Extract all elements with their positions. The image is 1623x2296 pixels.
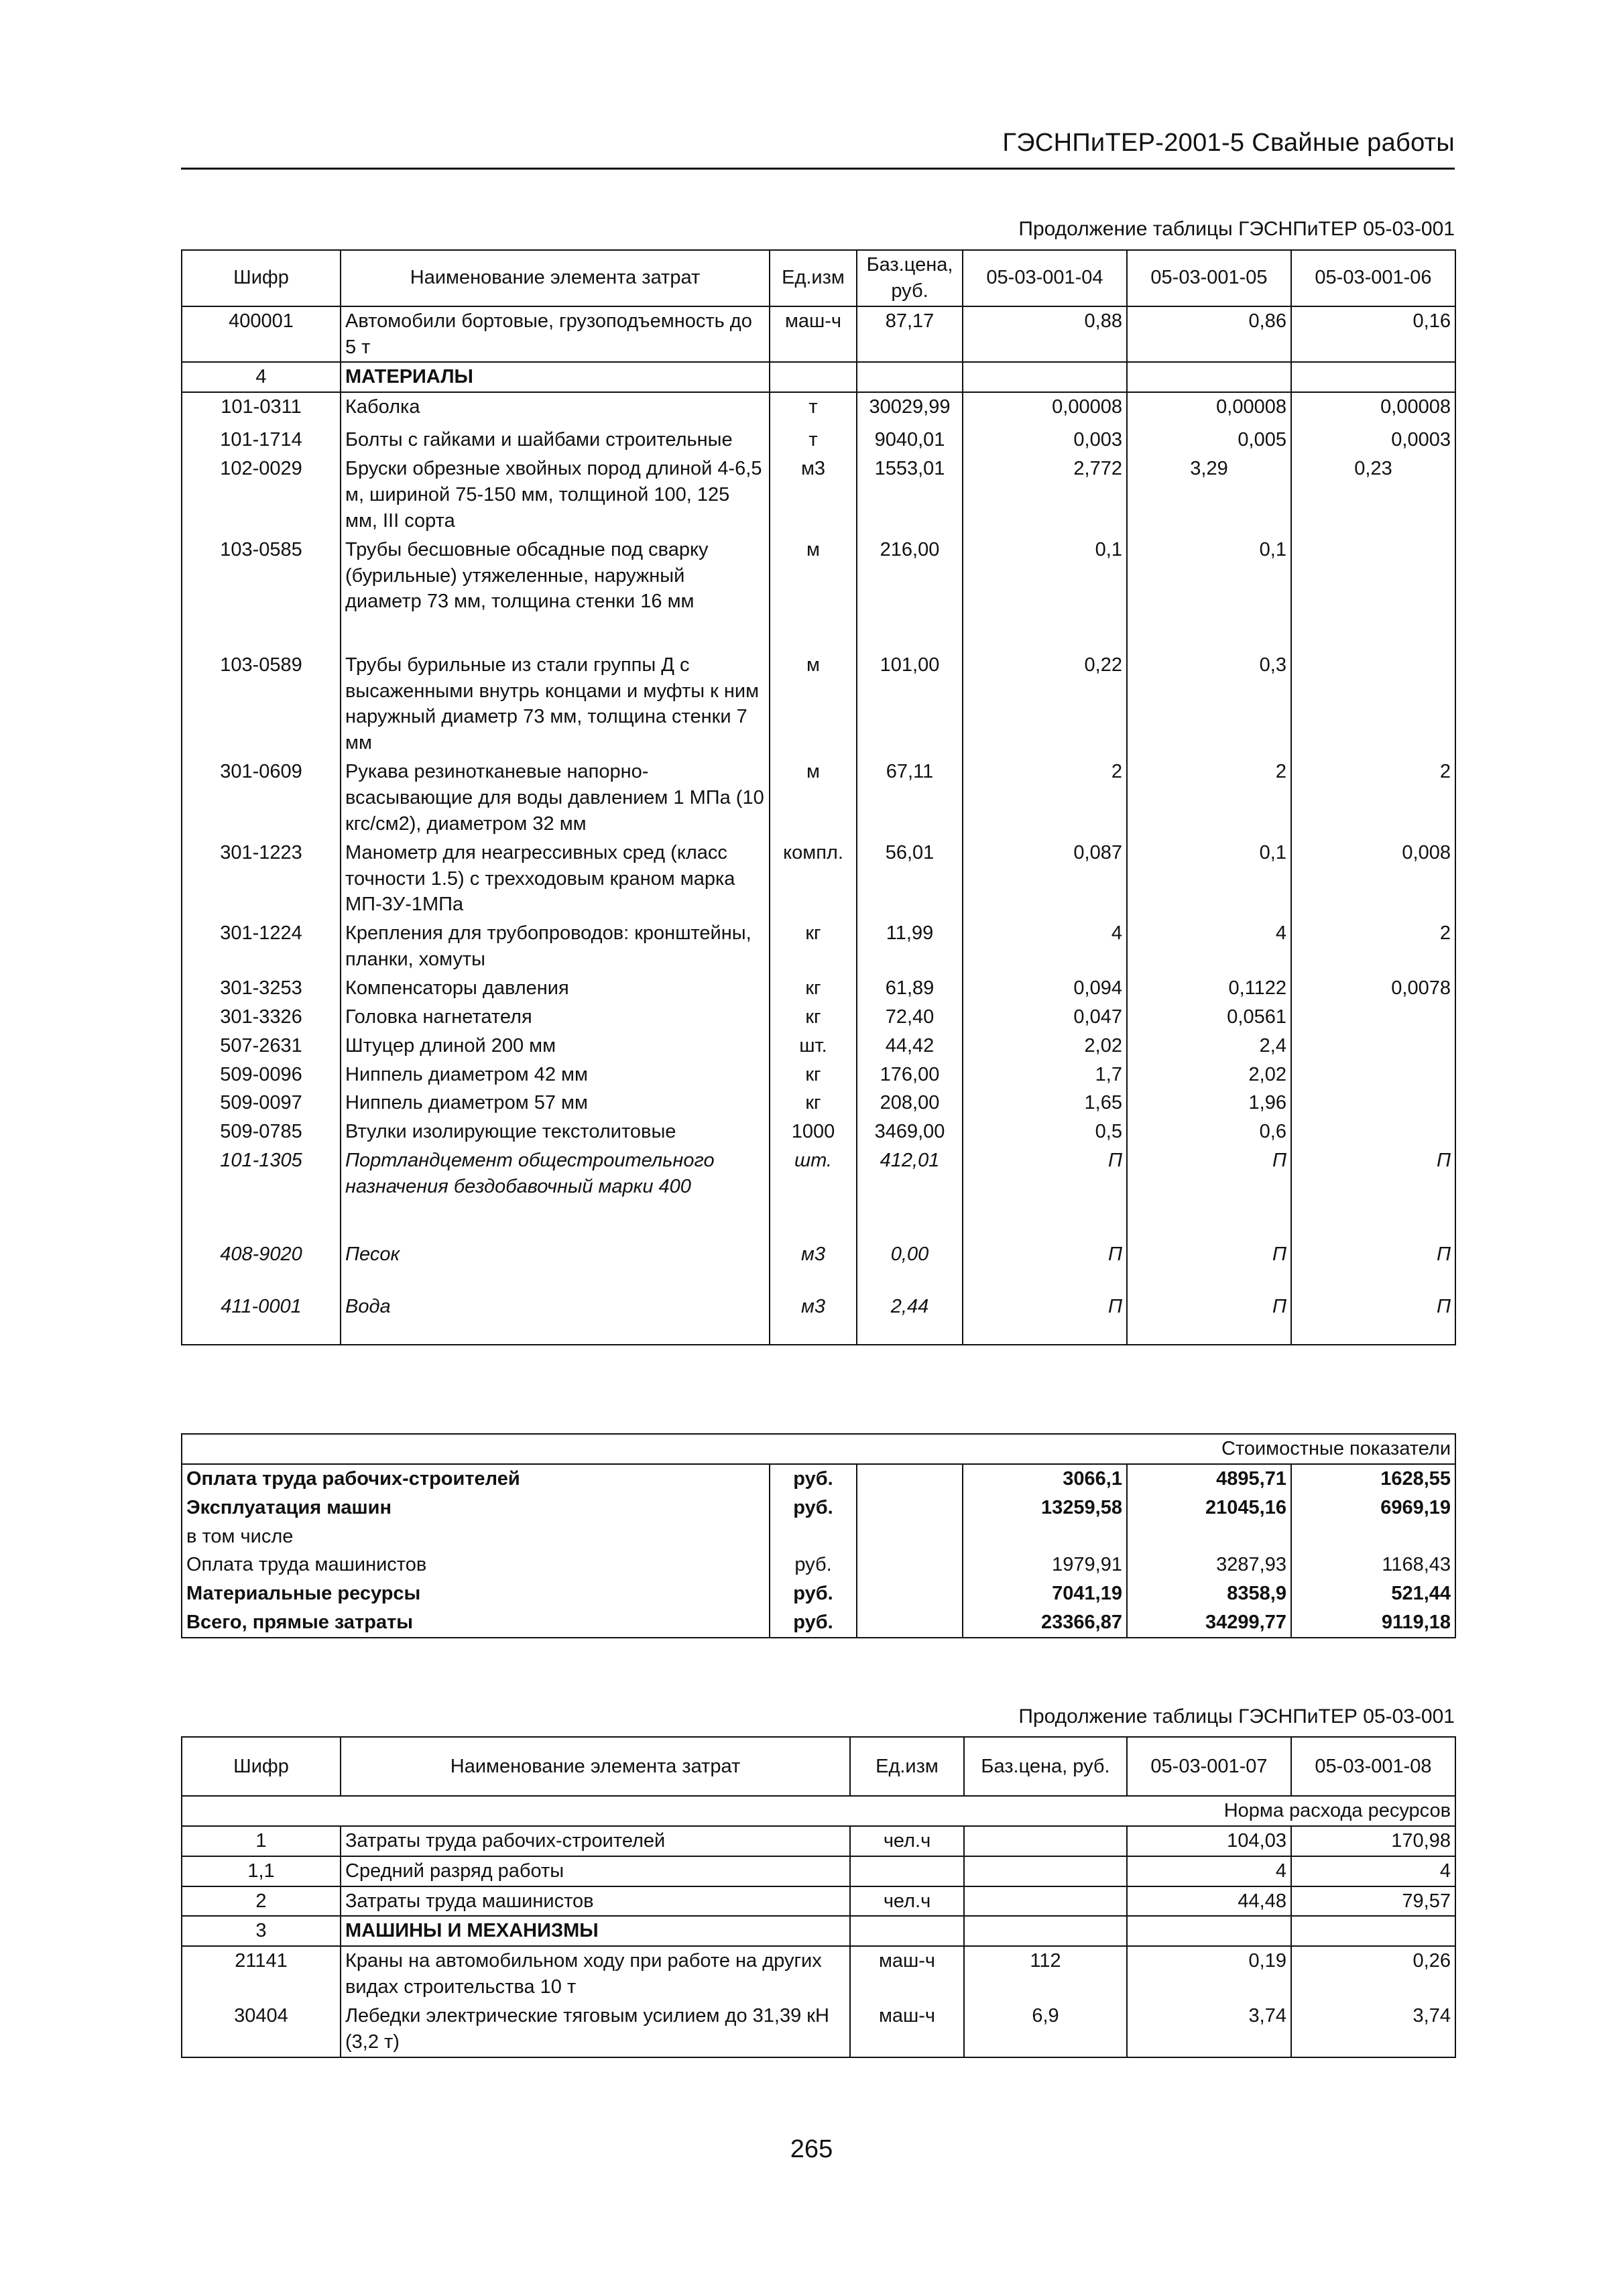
col-header-price: Баз.цена, руб. [857,250,963,306]
cost-value-04: 13259,58 [963,1494,1127,1522]
row-name: Ниппель диаметром 57 мм [341,1089,770,1117]
row-value-04: П [963,1240,1127,1292]
row-value-04: 0,094 [963,974,1127,1003]
row-value-04: П [963,1146,1127,1240]
row-value-05: 0,00008 [1127,392,1291,426]
row-code: 301-1223 [182,839,341,920]
row-price: 9040,01 [857,426,963,455]
row-value-07: 104,03 [1127,1826,1291,1856]
row-value-04: 0,087 [963,839,1127,920]
row-unit: компл. [770,839,857,920]
row-unit [850,1856,964,1886]
row-name: Песок [341,1240,770,1292]
row-value-04: 0,22 [963,651,1127,758]
cost-unit: руб. [770,1494,857,1522]
row-code: 21141 [182,1946,341,2002]
norm-title: Норма расхода ресурсов [182,1796,1455,1826]
row-value-06 [1291,1117,1455,1146]
row-code: 3 [182,1916,341,1946]
row-price: 72,40 [857,1003,963,1032]
row-value-04: 0,1 [963,536,1127,651]
row-unit: т [770,426,857,455]
table-row [182,1240,1455,1292]
row-value-04: 0,5 [963,1117,1127,1146]
col-header-unit: Ед.изм [770,250,857,306]
row-value-05: 0,1122 [1127,974,1291,1003]
row-value-04: 0,88 [963,306,1127,363]
row-unit: кг [770,1003,857,1032]
row-value-04: 0,00008 [963,392,1127,426]
row-value-06: 0,00008 [1291,392,1455,426]
table-row [182,974,1455,1003]
row-name: Трубы бесшовные обсадные под сварку (бурильные) утяжеленные, наружный диаметр 73 мм, толщина стенки 16 мм [341,536,770,651]
row-unit: маш-ч [770,306,857,363]
row-price [964,1856,1127,1886]
cost-row [182,1579,1455,1608]
row-unit: м [770,651,857,758]
row-value-04: 0,003 [963,426,1127,455]
col-header-06: 05-03-001-06 [1291,250,1455,306]
row-value-06: П [1291,1146,1455,1240]
row-price: 112 [964,1946,1127,2002]
row-value-05: 0,86 [1127,306,1291,363]
section-row-machines [182,1916,1455,1946]
table-row [182,1946,1455,2002]
row-value-05: П [1127,1292,1291,1345]
section-title: МАШИНЫ И МЕХАНИЗМЫ [341,1916,850,1946]
row-value-05: 1,96 [1127,1089,1291,1117]
row-price: 0,00 [857,1240,963,1292]
row-name: Манометр для неагрессивных сред (класс точности 1.5) с трехходовым краном марка МП-3У-1МПа [341,839,770,920]
col-header-04: 05-03-001-04 [963,250,1127,306]
row-name: Вода [341,1292,770,1345]
cost-row [182,1494,1455,1522]
row-code: 400001 [182,306,341,363]
row-code: 1,1 [182,1856,341,1886]
row-code: 4 [182,362,341,392]
table-row [182,919,1455,974]
row-name: Автомобили бортовые, грузоподъемность до 5 т [341,306,770,363]
col-header-name: Наименование элемента затрат [341,1737,850,1796]
row-unit: кг [770,974,857,1003]
row-value-08: 3,74 [1291,2002,1455,2057]
row-unit: м3 [770,1292,857,1345]
table-row [182,758,1455,839]
row-code: 101-1305 [182,1146,341,1240]
row-price: 1553,01 [857,455,963,536]
row-unit: чел.ч [850,1826,964,1856]
row-value-05: 3,29 [1127,455,1291,536]
row-name: Втулки изолирующие текстолитовые [341,1117,770,1146]
table-row [182,1117,1455,1146]
row-value-04: 4 [963,919,1127,974]
table-row [182,839,1455,920]
row-code: 2 [182,1886,341,1917]
row-value-06: 0,0003 [1291,426,1455,455]
row-price: 67,11 [857,758,963,839]
row-code: 1 [182,1826,341,1856]
cost-unit: руб. [770,1551,857,1579]
row-unit: м3 [770,1240,857,1292]
table-row [182,392,1455,426]
row-value-05: 2,02 [1127,1061,1291,1089]
row-unit: маш-ч [850,1946,964,2002]
row-code: 408-9020 [182,1240,341,1292]
cost-value-04: 7041,19 [963,1579,1127,1608]
cost-label: Всего, прямые затраты [182,1608,770,1638]
row-value-05: 2,4 [1127,1032,1291,1061]
row-unit: кг [770,1061,857,1089]
row-value-05: 2 [1127,758,1291,839]
table-row [182,536,1455,651]
row-code: 101-0311 [182,392,341,426]
cost-label: Эксплуатация машин [182,1494,770,1522]
row-value-04: 2 [963,758,1127,839]
row-value-05: 0,0561 [1127,1003,1291,1032]
cost-row [182,1551,1455,1579]
row-code: 509-0097 [182,1089,341,1117]
table-row [182,1089,1455,1117]
table1-caption: Продолжение таблицы ГЭСНПиТЕР 05-03-001 [1018,218,1455,240]
row-name: Рукава резинотканевые напорно-всасывающие для воды давлением 1 МПа (10 кгс/см2), диаметром 32 мм [341,758,770,839]
row-unit: м [770,536,857,651]
row-value-08: 170,98 [1291,1826,1455,1856]
row-value-05: 0,6 [1127,1117,1291,1146]
table-row [182,1856,1455,1886]
row-value-06: 0,16 [1291,306,1455,363]
row-value-05: 0,005 [1127,426,1291,455]
table-row [182,1061,1455,1089]
cost-value-06: 9119,18 [1291,1608,1455,1638]
cost-row [182,1522,1455,1551]
table1-resources [181,249,1456,1345]
cost-value-05: 3287,93 [1127,1551,1291,1579]
row-code: 101-1714 [182,426,341,455]
cost-label: в том числе [182,1522,770,1551]
section-title: МАТЕРИАЛЫ [341,362,770,392]
row-price: 176,00 [857,1061,963,1089]
row-value-04: П [963,1292,1127,1345]
table-row [182,1886,1455,1917]
col-header-unit: Ед.изм [850,1737,964,1796]
cost-value-04: 3066,1 [963,1464,1127,1494]
row-price: 30029,99 [857,392,963,426]
row-name: Краны на автомобильном ходу при работе на других видах строительства 10 т [341,1946,850,2002]
cost-value-05: 34299,77 [1127,1608,1291,1638]
row-unit: м3 [770,455,857,536]
row-price: 208,00 [857,1089,963,1117]
row-unit: кг [770,919,857,974]
row-name: Головка нагнетателя [341,1003,770,1032]
cost-value-05: 4895,71 [1127,1464,1291,1494]
table-row [182,1146,1455,1240]
row-code: 102-0029 [182,455,341,536]
row-value-04: 0,047 [963,1003,1127,1032]
cost-value-04: 23366,87 [963,1608,1127,1638]
row-value-05: 0,1 [1127,839,1291,920]
row-name: Трубы бурильные из стали группы Д с высаженными внутрь концами и муфты к ним наружный диаметр 73 мм, толщина стенки 7 мм [341,651,770,758]
row-price: 44,42 [857,1032,963,1061]
cost-label: Оплата труда рабочих-строителей [182,1464,770,1494]
row-value-05: П [1127,1240,1291,1292]
row-value-04: 2,02 [963,1032,1127,1061]
header-rule [181,168,1455,170]
cost-value-06: 1628,55 [1291,1464,1455,1494]
table-row [182,651,1455,758]
row-value-06: П [1291,1240,1455,1292]
row-value-06: 0,008 [1291,839,1455,920]
cost-label: Оплата труда машинистов [182,1551,770,1579]
row-price [964,1886,1127,1917]
row-name: Затраты труда рабочих-строителей [341,1826,850,1856]
table2-caption: Продолжение таблицы ГЭСНПиТЕР 05-03-001 [1018,1705,1455,1728]
cost-value-06: 521,44 [1291,1579,1455,1608]
row-name: Ниппель диаметром 42 мм [341,1061,770,1089]
row-code: 30404 [182,2002,341,2057]
row-value-07: 44,48 [1127,1886,1291,1917]
row-price [964,1826,1127,1856]
row-value-05: 4 [1127,919,1291,974]
row-unit: кг [770,1089,857,1117]
table-row [182,1826,1455,1856]
row-name: Портландцемент общестроительного назначения бездобавочный марки 400 [341,1146,770,1240]
row-price: 101,00 [857,651,963,758]
row-code: 411-0001 [182,1292,341,1345]
row-code: 507-2631 [182,1032,341,1061]
table-row [182,1032,1455,1061]
row-price: 6,9 [964,2002,1127,2057]
row-value-07: 4 [1127,1856,1291,1886]
cost-value-06: 1168,43 [1291,1551,1455,1579]
row-code: 301-3253 [182,974,341,1003]
row-code: 301-3326 [182,1003,341,1032]
row-name: Болты с гайками и шайбами строительные [341,426,770,455]
cost-unit: руб. [770,1608,857,1638]
row-unit: 1000 [770,1117,857,1146]
table-row [182,455,1455,536]
row-price: 2,44 [857,1292,963,1345]
row-unit: маш-ч [850,2002,964,2057]
row-value-04: 1,65 [963,1089,1127,1117]
row-code: 103-0585 [182,536,341,651]
row-code: 103-0589 [182,651,341,758]
row-value-06 [1291,651,1455,758]
row-code: 301-0609 [182,758,341,839]
row-name: Лебедки электрические тяговым усилием до 31,39 кН (3,2 т) [341,2002,850,2057]
row-value-04: 1,7 [963,1061,1127,1089]
row-price: 11,99 [857,919,963,974]
row-value-08: 0,26 [1291,1946,1455,2002]
row-value-05: П [1127,1146,1291,1240]
row-value-08: 79,57 [1291,1886,1455,1917]
row-price: 3469,00 [857,1117,963,1146]
row-price: 61,89 [857,974,963,1003]
row-name: Затраты труда машинистов [341,1886,850,1917]
row-value-06 [1291,536,1455,651]
row-value-05: 0,1 [1127,536,1291,651]
row-value-06 [1291,1003,1455,1032]
col-header-price: Баз.цена, руб. [964,1737,1127,1796]
cost-value-04: 1979,91 [963,1551,1127,1579]
row-price: 412,01 [857,1146,963,1240]
col-header-08: 05-03-001-08 [1291,1737,1455,1796]
cost-row [182,1464,1455,1494]
running-header: ГЭСНПиТЕР-2001-5 Свайные работы [1002,129,1455,157]
row-unit: т [770,392,857,426]
row-price: 56,01 [857,839,963,920]
row-name: Компенсаторы давления [341,974,770,1003]
table-row [182,1292,1455,1345]
row-value-06: 2 [1291,758,1455,839]
row-name: Средний разряд работы [341,1856,850,1886]
row-value-06 [1291,1032,1455,1061]
section-row-materials [182,362,1455,392]
row-unit: чел.ч [850,1886,964,1917]
row-name: Каболка [341,392,770,426]
cost-unit: руб. [770,1579,857,1608]
row-name: Бруски обрезные хвойных пород длиной 4-6,5 м, шириной 75-150 мм, толщиной 100, 125 мм, III сорта [341,455,770,536]
row-name: Штуцер длиной 200 мм [341,1032,770,1061]
row-value-07: 3,74 [1127,2002,1291,2057]
row-value-06: П [1291,1292,1455,1345]
cost-label: Материальные ресурсы [182,1579,770,1608]
cost-value-06: 6969,19 [1291,1494,1455,1522]
table2-resources [181,1736,1456,2058]
row-price: 87,17 [857,306,963,363]
table-row [182,306,1455,363]
row-value-06: 0,23 [1291,455,1455,536]
row-code: 509-0785 [182,1117,341,1146]
row-price: 216,00 [857,536,963,651]
table-row [182,1003,1455,1032]
page-number: 265 [790,2135,833,2163]
col-header-code: Шифр [182,250,341,306]
row-unit: шт. [770,1032,857,1061]
row-value-07: 0,19 [1127,1946,1291,2002]
row-value-08: 4 [1291,1856,1455,1886]
table-row [182,2002,1455,2057]
col-header-07: 05-03-001-07 [1127,1737,1291,1796]
row-code: 509-0096 [182,1061,341,1089]
row-value-06: 2 [1291,919,1455,974]
row-unit: м [770,758,857,839]
cost-value-05: 21045,16 [1127,1494,1291,1522]
row-code: 301-1224 [182,919,341,974]
cost-value-05: 8358,9 [1127,1579,1291,1608]
col-header-name: Наименование элемента затрат [341,250,770,306]
row-unit: шт. [770,1146,857,1240]
row-value-05: 0,3 [1127,651,1291,758]
row-value-04: 2,772 [963,455,1127,536]
row-value-06: 0,0078 [1291,974,1455,1003]
row-value-06 [1291,1089,1455,1117]
cost-indicators-title: Стоимостные показатели [182,1434,1455,1464]
row-name: Крепления для трубопроводов: кронштейны, планки, хомуты [341,919,770,974]
col-header-05: 05-03-001-05 [1127,250,1291,306]
table-row [182,426,1455,455]
col-header-code: Шифр [182,1737,341,1796]
cost-row [182,1608,1455,1638]
row-value-06 [1291,1061,1455,1089]
cost-unit: руб. [770,1464,857,1494]
table1-cost-indicators [181,1433,1456,1638]
